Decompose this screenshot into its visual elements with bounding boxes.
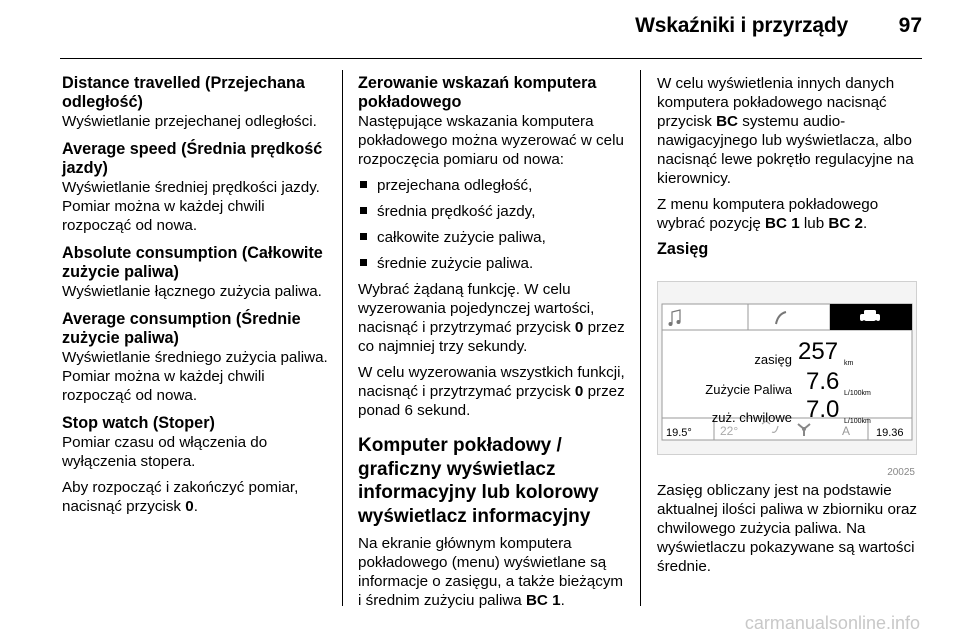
info-display-screen [657,281,917,455]
section-distance [62,74,330,131]
trip-computer-heading: Komputer pokładowy / graficzny wyświetlacz informacyjny lub kolorowy wyświetlacz informacyjny [358,435,599,527]
row-value: 7.6 [806,368,840,395]
row-label: zuż. chwilowe [711,410,792,425]
section-average-speed [62,140,330,235]
row-value: 257 [798,338,839,365]
key-label: 0 [574,319,584,336]
row-unit: L/100km [844,390,871,397]
row-value: 7.0 [806,396,840,423]
key-label: BC [716,113,739,130]
section-text: Wyświetlanie przejechanej odległości. [62,113,317,130]
reset-single-text: Wybrać żądaną funkcję. W celu wyzerowania pojedynczej wartości, nacisnąć i przytrzymać przycisk 0 przez co najmniej trzy sekundy. [358,281,625,355]
range-heading: Zasięg [657,240,709,258]
image-number: 20025 [887,467,915,478]
page-header [0,0,960,46]
section-average-consumption [62,310,330,405]
section-text: Wyświetlanie łącznego zużycia paliwa. [62,283,322,300]
section-stop-watch [62,414,330,516]
key-label: 0 [574,383,584,400]
key-label: BC 1 [765,215,800,232]
more-data-text: W celu wyświetlenia innych danych komputera pokładowego nacisnąć przycisk BC systemu audio-nawigacyjnego lub wyświetlacza, albo nacisnąć lewe pokrętło regulacyjne na kierownicy. [657,75,914,187]
clock: 19.36 [876,427,904,439]
column-3 [657,74,919,583]
section-text: Pomiar czasu od włączenia do wyłączenia stopera. [62,434,268,470]
display-row-range [658,338,916,368]
key-label: BC 1 [525,592,561,609]
reset-all-text: W celu wyzerowania wszystkich funkcji, nacisnąć i przytrzymać przycisk 0 przez ponad 6 sekund. [358,364,625,419]
display-illustration [657,273,919,481]
key-label: 0 [185,498,194,515]
range-text: Zasięg obliczany jest na podstawie aktualnej ilości paliwa w zbiorniku oraz chwilowego zużycia paliwa. Na wyświetlaczu pokazywane są wartości średnie. [657,482,917,575]
header-divider [60,58,922,59]
row-unit: L/100km [844,418,871,425]
section-title: Average speed (Średnia prędkość jazdy) [62,140,323,177]
reset-list [358,176,628,273]
column-2 [358,74,628,617]
reset-title: Zerowanie wskazań komputera pokładowego [358,74,597,111]
section-text: Wyświetlanie średniej prędkości jazdy. Pomiar można w każdej chwili rozpocząć od nowa. [62,179,320,234]
page-number: 97 [898,14,922,37]
list-item: całkowite zużycie paliwa, [358,228,628,247]
column-1 [62,74,330,525]
section-title: Absolute consumption (Całkowite zużycie paliwa) [62,244,323,281]
column-divider-1 [342,70,343,606]
select-menu-text: Z menu komputera pokładowego wybrać pozycję BC 1 lub BC 2. [657,196,879,232]
set-temp: 22° [720,424,739,438]
section-text: Wyświetlanie średniego zużycia paliwa. Pomiar można w każdej chwili rozpocząć od nowa. [62,349,328,404]
section-absolute-consumption [62,244,330,301]
section-title: Stop watch (Stoper) [62,414,215,432]
display-row-instant [658,396,916,426]
key-label: BC 2 [828,215,863,232]
row-label: zasięg [754,352,792,367]
auto-label: A [842,424,851,438]
reset-intro: Następujące wskazania komputera pokładowego można wyzerować w celu rozpoczęcia pomiaru od nowa: [358,113,624,168]
list-item: przejechana odległość, [358,176,628,195]
list-item: średnia prędkość jazdy, [358,202,628,221]
column-divider-2 [640,70,641,606]
display-row-consumption [658,368,916,398]
page-title: Wskaźniki i przyrządy [635,14,848,37]
list-item: średnie zużycie paliwa. [358,254,628,273]
section-title: Distance travelled (Przejechana odległość) [62,74,305,111]
trip-computer-text: Na ekranie głównym komputera pokładowego (menu) wyświetlane są informacje o zasięgu, a także bieżącym i średnim zużyciu paliwa BC 1. [358,535,624,609]
outside-temp: 19.5° [666,427,692,439]
watermark: carmanualsonline.info [744,613,920,633]
section-title: Average consumption (Średnie zużycie paliwa) [62,310,301,347]
row-label: Zużycie Paliwa [705,382,792,397]
row-unit: km [844,360,854,367]
stopwatch-instruction: Aby rozpocząć i zakończyć pomiar, nacisnąć przycisk 0. [62,479,299,515]
